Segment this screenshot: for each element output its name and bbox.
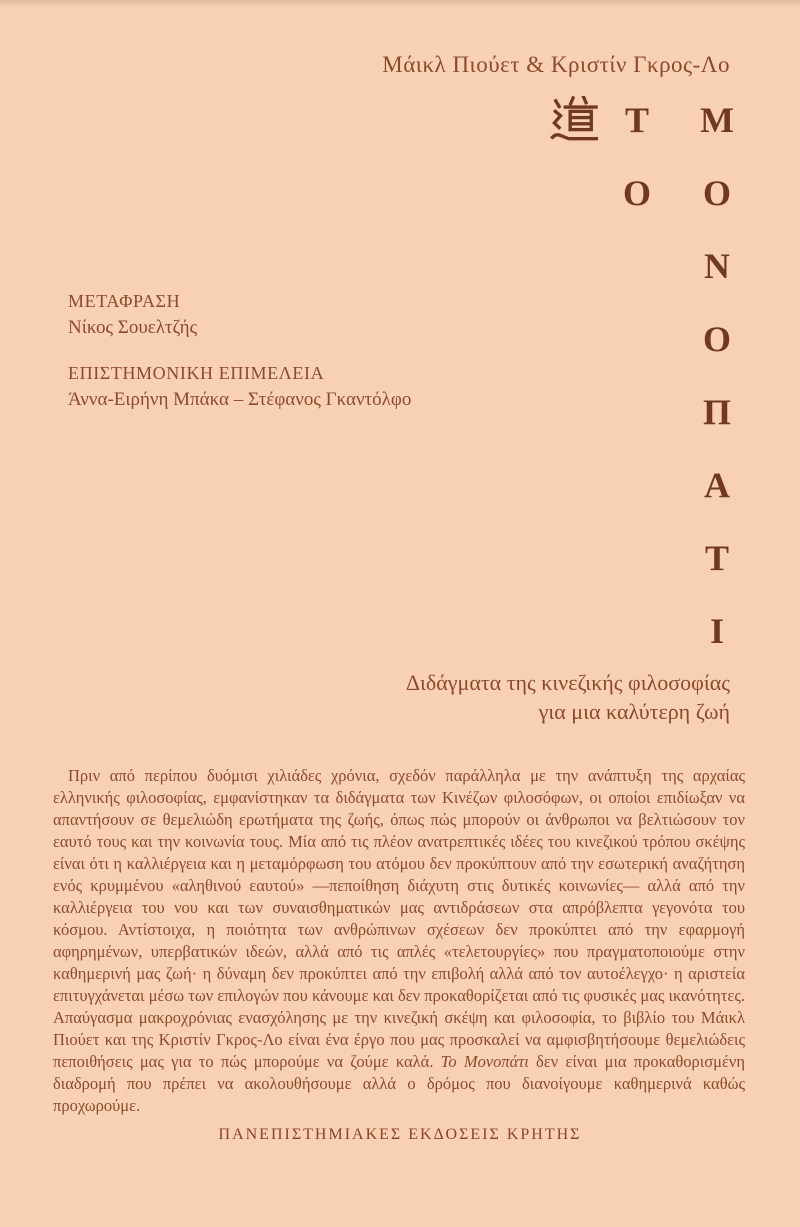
tao-character-icon — [550, 96, 598, 144]
blurb-text-part1: Πριν από περίπου δυόμισι χιλιάδες χρόνια, σχεδόν παράλληλα με την ανάπτυξη της αρχαίας ελληνικής φιλοσοφίας, εμφανίστηκαν τα διδάγματα των Κινέζων φιλοσόφων, οι οποίοι επιδίωξαν να απαντήσουν σε θεμελιώδη ερωτήματα της ζωής, όπως πώς μπορούν οι άνθρωποι να βελτιώσουν τον εαυτό τους και την κοινωνία τους. Μία από τις πλέον ανατρεπτικές ιδέες του κινεζικού τρόπου σκέψης είναι ότι η καλλιέργεια και η μεταμόρφωση του ατόμου δεν προκύπτουν από την εσωτερική αναζήτηση ενός κρυμμένου «αληθινού εαυτού» —πεποίθηση διάχυτη στις δυτικές κοινωνίες— αλλά από την καλλιέργεια του νου και των συναισθηματικών μας αντιδράσεων στα απρόβλεπτα γεγονότα του κόσμου. Αντίστοιχα, η ποιότητα των ανθρώπινων σχέσεων δεν προκύπτει από την εφαρμογή αφηρημένων, υπερβατικών ιδεών, αλλά από τις απλές «τελετουργίες» που πραγματοποιούμε στην καθημερινή μας ζωή· η δύναμη δεν προκύπτει από την επιβολή αλλά από τον αυτοέλεγχο· η αριστεία επιτυγχάνεται μέσω των επιλογών που κάνουμε και δεν προκαθορίζεται από τις φυσικές μας ικανότητες. Απαύγασμα μακροχρόνιας ενασχόλησης με την κινεζική σκέψη και φιλοσοφία, το βιβλίο του Μάικλ Πιούετ και της Κριστίν Γκρος-Λο είναι ένα έργο που μας προσκαλεί να αμφισβητήσουμε θεμελιώδεις πεποιθήσεις μας για το πώς μπορούμε να ζούμε καλά. — [53, 765, 745, 1071]
editors-names: Άννα-Ειρήνη Μπάκα – Στέφανος Γκαντόλφο — [68, 389, 412, 410]
title-letter: Α — [703, 465, 730, 505]
translator-name: Νίκος Σουελτζής — [68, 317, 198, 338]
title-letter: Ο — [622, 173, 652, 213]
title-letter: Μ — [700, 100, 734, 140]
subtitle-line-2: για μια καλύτερη ζωή — [538, 699, 730, 724]
title-letter: Ι — [709, 611, 725, 651]
translation-label: ΜΕΤΑΦΡΑΣΗ — [68, 291, 181, 311]
subtitle-line-1: Διδάγματα της κινεζικής φιλοσοφίας — [405, 670, 730, 695]
title-letter: Τ — [624, 100, 650, 140]
credits-block — [68, 288, 411, 412]
title-letter: Π — [702, 392, 732, 432]
title-letter: Ν — [703, 246, 730, 286]
publisher-imprint: ΠΑΝΕΠΙΣΤΗΜΙΑΚΕΣ ΕΚΔΟΣΕΙΣ ΚΡΗΤΗΣ — [218, 1126, 582, 1143]
blurb-text-part2: δεν είναι μια προκαθορισμένη διαδρομή που πρέπει να ακολουθήσουμε αλλά ο δρόμος που διανοίγουμε καθημερινά καθώς προχωρούμε. — [53, 1051, 745, 1115]
authors-line: Μάικλ Πιούετ & Κριστίν Γκρος-Λο — [382, 52, 730, 77]
subtitle — [406, 668, 730, 726]
title-letter: Ο — [702, 173, 732, 213]
blurb-book-title-italic: Το Μονοπάτι — [440, 1051, 529, 1071]
title-letter: Ο — [702, 319, 732, 359]
scientific-editing-label: ΕΠΙΣΤΗΜΟΝΙΚΗ ΕΠΙΜΕΛΕΙΑ — [68, 363, 325, 383]
title-word-monopati — [700, 84, 734, 668]
back-blurb-paragraph — [53, 765, 745, 1117]
title-letter: Τ — [704, 538, 730, 578]
title-word-to — [623, 84, 651, 230]
